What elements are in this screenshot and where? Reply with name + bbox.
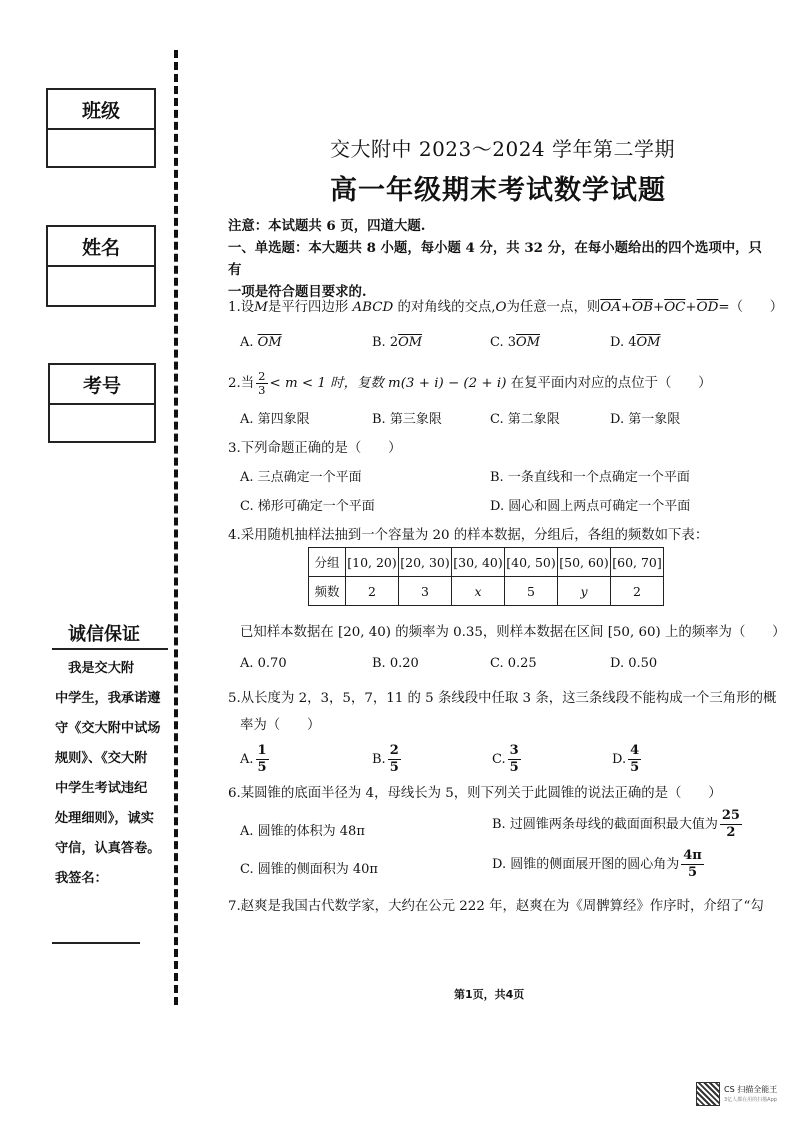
table-cell: 频数 bbox=[309, 577, 346, 606]
name-label: 姓名 bbox=[48, 227, 154, 267]
vector-oa: $\overline{OA}$ bbox=[600, 300, 621, 315]
fraction bbox=[388, 743, 401, 776]
pledge-line: 我是交大附 bbox=[55, 661, 135, 676]
question-3: 3.下列命题正确的是（ ） bbox=[228, 441, 402, 456]
option-text: B. 过圆锥两条母线的截面面积最大值为 bbox=[492, 817, 718, 832]
pledge-line: 守信，认真答卷。 bbox=[55, 841, 161, 856]
table-cell: y bbox=[558, 577, 611, 606]
frac-den: 5 bbox=[509, 760, 519, 775]
q2-option-c: C. 第二象限 bbox=[490, 412, 560, 427]
frac-den: 5 bbox=[687, 865, 698, 880]
option-letter: A. bbox=[240, 752, 254, 767]
table-header-cell: [50, 60) bbox=[558, 548, 611, 577]
q6-option-b bbox=[492, 808, 744, 841]
q2-option-d: D. 第一象限 bbox=[610, 412, 681, 427]
q1-option-b bbox=[372, 335, 422, 350]
frac-num: 2 bbox=[258, 369, 266, 383]
school-term-heading: 交大附中 2023～2024 学年第二学期 bbox=[330, 137, 676, 161]
vector-om: $\overline{OM}$ bbox=[398, 335, 423, 350]
fraction-two-thirds bbox=[256, 370, 267, 397]
table-cell: 3 bbox=[399, 577, 452, 606]
option-letter: C. 3 bbox=[490, 335, 517, 350]
table-header-cell: [10, 20) bbox=[346, 548, 399, 577]
option-letter: D. bbox=[612, 752, 627, 767]
q5-option-c bbox=[492, 743, 523, 776]
q1-text: 的对角线的交点, bbox=[397, 300, 496, 315]
vector-ob: $\overline{OB}$ bbox=[632, 300, 653, 315]
q2-option-a: A. 第四象限 bbox=[240, 412, 310, 427]
q2-condition: < m < 1 时，复数 bbox=[269, 376, 384, 391]
class-box bbox=[46, 88, 156, 168]
q4-option-b: B. 0.20 bbox=[372, 656, 419, 671]
fraction bbox=[628, 743, 641, 776]
frac-num: 2 bbox=[389, 743, 399, 758]
pledge-line: 中学生考试违纪 bbox=[55, 781, 148, 796]
q3-option-d: D. 圆心和圆上两点可确定一个平面 bbox=[490, 499, 691, 514]
pledge-line: 处理细则》，诚实 bbox=[55, 811, 154, 826]
q3-option-c: C. 梯形可确定一个平面 bbox=[240, 499, 375, 514]
q1-var: ABCD bbox=[352, 300, 394, 315]
q5-option-d bbox=[612, 743, 643, 776]
signature-line[interactable] bbox=[52, 942, 140, 944]
frac-den: 3 bbox=[258, 383, 266, 397]
pledge-line: 守《交大附中试场 bbox=[55, 721, 161, 736]
q1-option-d bbox=[610, 335, 660, 350]
q1-text: =（ ） bbox=[718, 300, 784, 315]
question-2 bbox=[228, 370, 712, 397]
vector-om: $\overline{OM}$ bbox=[636, 335, 661, 350]
q1-text: 为任意一点，则 bbox=[506, 300, 601, 315]
table-header-cell: [60, 70] bbox=[611, 548, 664, 577]
table-header-cell: 分组 bbox=[309, 548, 346, 577]
q2-text: 在复平面内对应的点位于（ ） bbox=[510, 376, 712, 391]
fraction bbox=[508, 743, 521, 776]
table-cell: 2 bbox=[611, 577, 664, 606]
option-text: D. 圆锥的侧面展开图的圆心角为 bbox=[492, 857, 680, 872]
q2-text: 2.当 bbox=[228, 376, 255, 391]
binding-cut-line bbox=[174, 50, 178, 1005]
frac-den: 5 bbox=[630, 760, 640, 775]
exam-number-label: 考号 bbox=[50, 365, 154, 405]
option-letter: B. 2 bbox=[372, 335, 399, 350]
fraction bbox=[256, 743, 269, 776]
q6-option-a: A. 圆锥的体积为 48π bbox=[240, 824, 365, 839]
table-cell: 5 bbox=[505, 577, 558, 606]
vector-oc: $\overline{OC}$ bbox=[664, 300, 686, 315]
vector-om: $\overline{OM}$ bbox=[516, 335, 540, 350]
name-box bbox=[46, 225, 156, 307]
vector-od: $\overline{OD}$ bbox=[696, 300, 719, 315]
section-one-line: 一、单选题：本大题共 8 小题，每小题 4 分，共 32 分，在每小题给出的四个选项中，只有 bbox=[228, 240, 762, 278]
question-1: 1.设M是平行四边形 ABCD 的对角线的交点,O为任意一点，则$\overline{OA}+\overline{OB}+\overline{OC}+\overline{OD}=$（ ） bbox=[228, 300, 784, 315]
pledge-text bbox=[55, 654, 167, 894]
table-row-frequency bbox=[309, 577, 664, 606]
fraction bbox=[681, 848, 704, 881]
q1-text: 是平行四边形 bbox=[267, 300, 349, 315]
q5-option-b bbox=[372, 743, 403, 776]
q3-option-a: A. 三点确定一个平面 bbox=[240, 470, 362, 485]
vector-om: $\overline{OM}$ bbox=[257, 335, 282, 350]
class-label: 班级 bbox=[48, 90, 154, 130]
table-cell: x bbox=[452, 577, 505, 606]
table-header-cell: [40, 50) bbox=[505, 548, 558, 577]
q3-option-b: B. 一条直线和一个点确定一个平面 bbox=[490, 470, 690, 485]
pledge-line: 中学生，我承诺遵 bbox=[55, 691, 161, 706]
frac-num: 4π bbox=[683, 848, 702, 863]
question-4-followup: 已知样本数据在 [20, 40) 的频率为 0.35，则样本数据在区间 [50, 60) 上的频率为（ ） bbox=[240, 625, 786, 640]
q2-option-b: B. 第三象限 bbox=[372, 412, 442, 427]
frequency-table bbox=[308, 547, 664, 606]
pledge-title: 诚信保证 bbox=[68, 624, 140, 645]
frac-num: 3 bbox=[509, 743, 519, 758]
option-letter: D. 4 bbox=[610, 335, 637, 350]
section-one-line: 一项是符合题目要求的. bbox=[228, 284, 367, 300]
q6-option-c: C. 圆锥的侧面积为 40π bbox=[240, 862, 378, 877]
frac-num: 1 bbox=[257, 743, 267, 758]
scanner-watermark: CS 扫描全能王 bbox=[724, 1085, 778, 1094]
q4-option-c: C. 0.25 bbox=[490, 656, 537, 671]
question-5-line-2: 率为（ ） bbox=[240, 718, 321, 733]
frac-den: 5 bbox=[389, 760, 399, 775]
qr-code bbox=[696, 1082, 720, 1106]
option-letter: C. bbox=[492, 752, 506, 767]
question-6: 6.某圆锥的底面半径为 4，母线长为 5，则下列关于此圆锥的说法正确的是（ ） bbox=[228, 786, 722, 801]
section-one-instructions bbox=[228, 237, 768, 303]
table-row-groups bbox=[309, 548, 664, 577]
question-7: 7.赵爽是我国古代数学家，大约在公元 222 年，赵爽在为《周髀算经》作序时，介绍了“勾 bbox=[228, 899, 764, 914]
q1-option-c bbox=[490, 335, 540, 350]
q4-option-d: D. 0.50 bbox=[610, 656, 658, 671]
q6-option-d bbox=[492, 848, 706, 881]
page-footer: 第1页，共4页 bbox=[454, 988, 525, 1001]
scanner-watermark-sub: 3亿人都在用的扫描App bbox=[724, 1097, 777, 1103]
pledge-line: 规则》、《交大附 bbox=[55, 751, 148, 766]
notice: 注意：本试题共 6 页，四道大题. bbox=[228, 218, 426, 234]
q5-option-a bbox=[240, 743, 271, 776]
q1-option-a bbox=[240, 335, 282, 350]
exam-title: 高一年级期末考试数学试题 bbox=[330, 175, 666, 206]
q4-option-a: A. 0.70 bbox=[240, 656, 287, 671]
question-5: 5.从长度为 2，3，5，7，11 的 5 条线段中任取 3 条，这三条线段不能构成一个三角形的概 bbox=[228, 691, 777, 706]
frac-num: 25 bbox=[721, 808, 740, 823]
option-letter: B. bbox=[372, 752, 386, 767]
question-4: 4.采用随机抽样法抽到一个容量为 20 的样本数据，分组后，各组的频数如下表： bbox=[228, 528, 709, 543]
exam-number-box bbox=[48, 363, 156, 443]
option-letter: A. bbox=[240, 335, 254, 350]
table-cell: 2 bbox=[346, 577, 399, 606]
q1-var: O bbox=[495, 300, 507, 315]
frac-den: 5 bbox=[257, 760, 267, 775]
q2-expression: m(3 + i) − (2 + i) bbox=[388, 376, 507, 391]
table-header-cell: [20, 30) bbox=[399, 548, 452, 577]
fraction bbox=[720, 808, 742, 841]
frac-den: 2 bbox=[726, 825, 736, 840]
q1-var: M bbox=[254, 300, 268, 315]
pledge-divider bbox=[52, 648, 168, 650]
frac-num: 4 bbox=[630, 743, 640, 758]
pledge-line: 我签名： bbox=[55, 871, 108, 886]
table-header-cell: [30, 40) bbox=[452, 548, 505, 577]
q1-text: 1.设 bbox=[228, 300, 255, 315]
